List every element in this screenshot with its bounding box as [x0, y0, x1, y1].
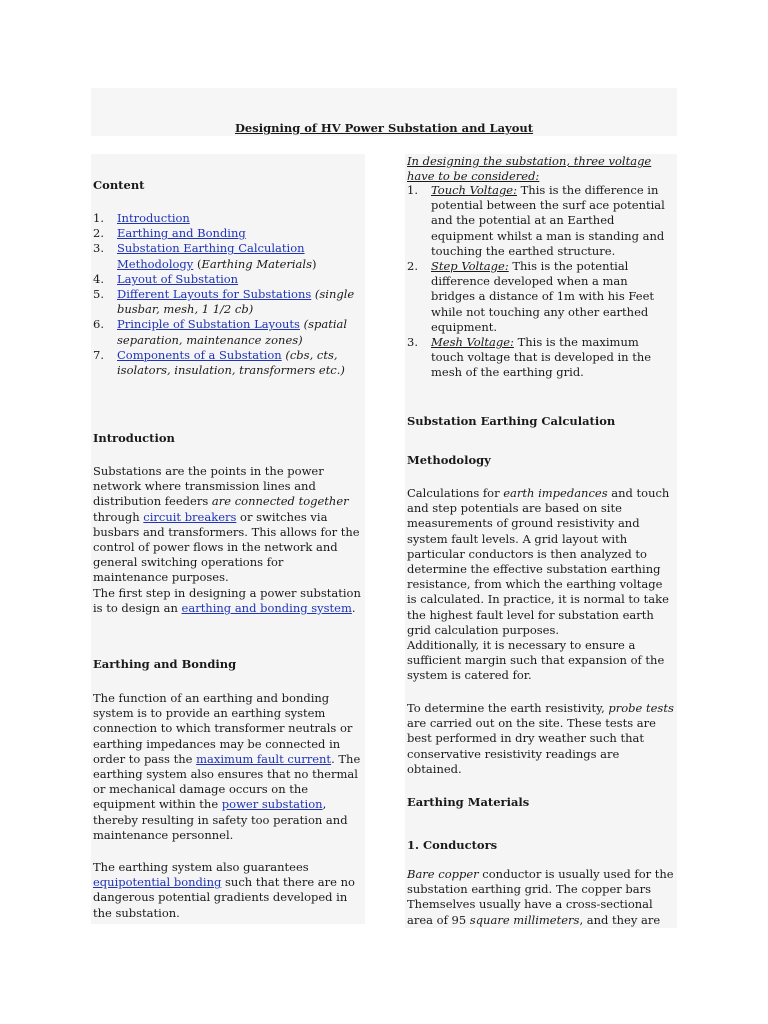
- voltages-list: [407, 183, 673, 381]
- content-item: 2. Earthing and Bonding: [93, 226, 246, 241]
- toc-link-earthing-bonding[interactable]: Earthing and Bonding: [117, 226, 246, 241]
- voltage-item-mesh: 3. Mesh Voltage: This is the maximum touch voltage that is developed in the mesh of the earthing grid.: [407, 335, 652, 380]
- content-item: 5. Different Layouts for Substations (single busbar, mesh, 1 1/2 cb): [93, 287, 355, 317]
- content-item: 3. Substation Earthing Calculation Methodology (Earthing Materials): [93, 241, 317, 271]
- earthing-bonding-heading: Earthing and Bonding: [93, 657, 237, 671]
- introduction-paragraph: Substations are the points in the power network where transmission lines and distribution feeders are connected together through circuit breakers or switches via busbars and transformers. This allows for the control of power flows in the network and general switching operations for maintenance purposes. The first step in designing a power substation is to design an earthing and bonding system.: [93, 464, 361, 615]
- link-maximum-fault-current[interactable]: maximum fault current: [196, 751, 332, 766]
- toc-link-earthing-calculation[interactable]: Substation Earthing Calculation Methodology: [117, 241, 305, 271]
- conductors-paragraph: Bare copper conductor is usually used for the substation earthing grid. The copper bars Themselves usually have a cross-sectional area of 95 square millimeters, and they are: [407, 867, 674, 927]
- link-equipotential-bonding[interactable]: equipotential bonding: [93, 875, 222, 890]
- methodology-heading: Methodology: [407, 453, 491, 467]
- voltages-intro: In designing the substation, three voltage have to be considered:: [407, 154, 652, 184]
- content-item: 6. Principle of Substation Layouts (spatial separation, maintenance zones): [93, 317, 348, 347]
- earthing-bonding-paragraph: The function of an earthing and bonding system is to provide an earthing system connection to which transformer neutrals or earthing impedances may be connected in order to pass the maximum fault current. The earthing system also ensures that no thermal or mechanical damage occurs on the equipment within the power substation, thereby resulting in safety too peration and maintenance personnel.: [93, 691, 361, 842]
- page-title: Designing of HV Power Substation and Layout: [234, 121, 534, 135]
- voltage-item-step: 2. Step Voltage: This is the potential difference developed when a man bridges a distance of 1m with his Feet while not touching any other earthed equipment.: [407, 259, 655, 334]
- content-item: 1. Introduction: [93, 211, 190, 225]
- content-item: 4. Layout of Substation: [93, 271, 239, 286]
- content-heading: Content: [93, 178, 145, 192]
- resistivity-paragraph: To determine the earth resistivity, probe tests are carried out on the site. These tests are best performed in dry weather such that conservative resistivity readings are obtained.: [407, 701, 674, 776]
- content-list: [93, 211, 355, 378]
- materials-heading: Earthing Materials: [407, 795, 530, 809]
- voltage-item-touch: 1. Touch Voltage: This is the difference in potential between the surf ace potential and the potential at an Earthed equipment whilst a man is standing and touching the earthed structure.: [407, 183, 665, 258]
- right-column: [405, 154, 677, 928]
- link-earthing-bonding-system[interactable]: earthing and bonding system: [181, 600, 352, 615]
- introduction-heading: Introduction: [93, 431, 175, 445]
- toc-link-introduction[interactable]: Introduction: [117, 211, 190, 225]
- left-column: [91, 154, 365, 924]
- content-item: 7. Components of a Substation (cbs, cts, isolators, insulation, transformers etc.): [93, 347, 345, 378]
- calc-paragraph: Calculations for earth impedances and touch and step potentials are based on site measurements of ground resistivity and system fault levels. A grid layout with particular conductors is then analyzed to determine the effective substation earthing resistance, from which the earthing voltage is calculated. In practice, it is normal to take the highest fault level for substation earth grid calculation purposes. Additionally, it is necessary to ensure a sufficient margin such that expansion of the system is catered for.: [407, 486, 670, 683]
- equipotential-paragraph: The earthing system also guarantees equipotential bonding such that there are no dangerous potential gradients developed in the substation.: [93, 860, 355, 920]
- link-power-substation[interactable]: power substation: [221, 797, 323, 812]
- conductors-heading: 1. Conductors: [407, 838, 498, 852]
- toc-link-principle[interactable]: Principle of Substation Layouts: [117, 317, 300, 332]
- toc-link-layout[interactable]: Layout of Substation: [117, 271, 239, 286]
- toc-link-components[interactable]: Components of a Substation: [117, 347, 282, 362]
- calc-heading: Substation Earthing Calculation: [407, 414, 616, 428]
- toc-link-different-layouts[interactable]: Different Layouts for Substations: [117, 287, 312, 302]
- link-circuit-breakers[interactable]: circuit breakers: [143, 509, 237, 524]
